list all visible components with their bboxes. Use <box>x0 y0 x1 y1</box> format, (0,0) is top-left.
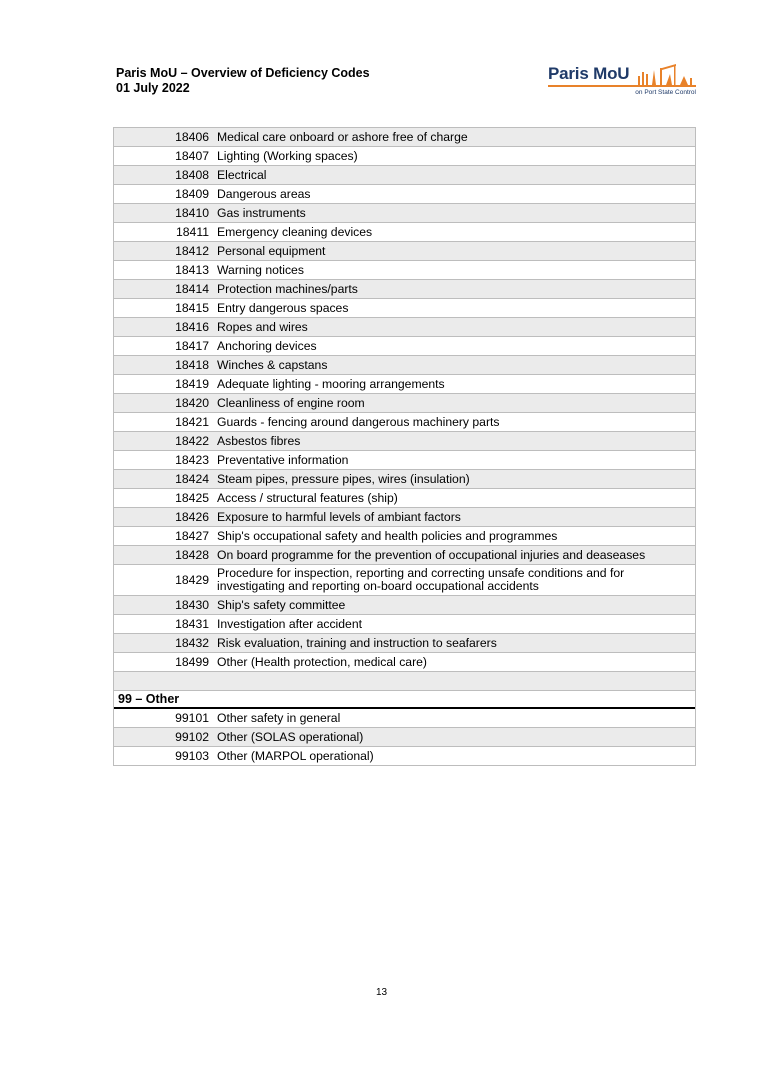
code-cell: 18413 <box>175 262 209 277</box>
description-cell: Ship's occupational safety and health policies and programmes <box>217 528 558 543</box>
code-cell: 18417 <box>175 338 209 353</box>
document-header <box>116 66 370 96</box>
code-cell: 18429 <box>175 572 209 587</box>
table-row <box>114 508 695 527</box>
description-cell: Steam pipes, pressure pipes, wires (insulation) <box>217 471 470 486</box>
table-row <box>114 432 695 451</box>
description-cell: Winches & capstans <box>217 357 328 372</box>
code-cell: 18430 <box>175 597 209 612</box>
code-cell: 18407 <box>175 148 209 163</box>
code-cell: 18406 <box>175 129 209 144</box>
code-cell: 18412 <box>175 243 209 258</box>
table-row <box>114 546 695 565</box>
code-cell: 18411 <box>176 224 209 239</box>
code-cell: 18416 <box>175 319 209 334</box>
empty-row <box>114 672 695 691</box>
code-cell: 18424 <box>175 471 209 486</box>
description-cell: Ropes and wires <box>217 319 308 334</box>
code-cell: 99102 <box>175 729 209 744</box>
description-cell: Gas instruments <box>217 205 306 220</box>
description-cell: Adequate lighting - mooring arrangements <box>217 376 445 391</box>
code-cell: 18427 <box>175 528 209 543</box>
table-row <box>114 709 695 728</box>
description-cell: Personal equipment <box>217 243 326 258</box>
description-cell: Asbestos fibres <box>217 433 301 448</box>
description-cell: Warning notices <box>217 262 304 277</box>
table-row <box>114 280 695 299</box>
code-cell: 18423 <box>175 452 209 467</box>
table-row <box>114 634 695 653</box>
code-cell: 18409 <box>175 186 209 201</box>
description-cell: Investigation after accident <box>217 616 362 631</box>
table-row <box>114 451 695 470</box>
description-cell: Emergency cleaning devices <box>217 224 373 239</box>
table-row <box>114 470 695 489</box>
deficiency-codes-table <box>113 127 696 766</box>
description-cell: Ship's safety committee <box>217 597 346 612</box>
code-cell: 18422 <box>175 433 209 448</box>
table-row <box>114 527 695 546</box>
table-row <box>114 204 695 223</box>
code-cell: 18431 <box>175 616 209 631</box>
description-cell: Dangerous areas <box>217 186 311 201</box>
description-cell: Preventative information <box>217 452 349 467</box>
table-row <box>114 728 695 747</box>
document-date: 01 July 2022 <box>116 81 190 95</box>
description-cell: Other safety in general <box>217 710 341 725</box>
page-number: 13 <box>375 987 388 998</box>
description-cell: On board programme for the prevention of occupational injuries and deaseases <box>217 547 646 562</box>
code-cell: 18421 <box>175 414 209 429</box>
table-row <box>114 166 695 185</box>
description-cell: Anchoring devices <box>217 338 317 353</box>
code-cell: 18408 <box>175 167 209 182</box>
code-cell: 18410 <box>175 205 209 220</box>
ships-cranes-icon <box>636 62 698 86</box>
code-cell: 99101 <box>175 710 209 725</box>
description-cell: Risk evaluation, training and instruction to seafarers <box>217 635 497 650</box>
logo-text: Paris MoU <box>548 64 630 83</box>
code-cell: 18499 <box>175 654 209 669</box>
description-cell: Procedure for inspection, reporting and correcting unsafe conditions and for investigating and reporting on-board occupational accidents <box>217 566 625 593</box>
code-cell: 18428 <box>175 547 209 562</box>
description-cell: Medical care onboard or ashore free of charge <box>217 129 468 144</box>
table-row <box>114 147 695 166</box>
code-cell: 18420 <box>175 395 209 410</box>
description-cell: Lighting (Working spaces) <box>217 148 358 163</box>
logo-underline <box>548 85 696 87</box>
paris-mou-logo <box>548 62 698 102</box>
description-cell: Access / structural features (ship) <box>217 490 398 505</box>
table-row <box>114 375 695 394</box>
code-cell: 18414 <box>175 281 209 296</box>
description-cell: Exposure to harmful levels of ambiant factors <box>217 509 461 524</box>
table-row <box>114 185 695 204</box>
table-row <box>114 615 695 634</box>
code-cell: 18419 <box>175 376 209 391</box>
table-row <box>114 565 695 596</box>
table-row <box>114 223 695 242</box>
description-cell: Other (Health protection, medical care) <box>217 654 427 669</box>
table-row <box>114 489 695 508</box>
code-cell: 18425 <box>175 490 209 505</box>
table-row <box>114 128 695 147</box>
description-cell: Electrical <box>217 167 267 182</box>
table-row <box>114 356 695 375</box>
code-cell: 18415 <box>175 300 209 315</box>
table-row <box>114 299 695 318</box>
description-cell: Entry dangerous spaces <box>217 300 349 315</box>
code-cell: 18432 <box>175 635 209 650</box>
table-row <box>114 596 695 615</box>
description-cell: Other (SOLAS operational) <box>217 729 364 744</box>
document-title: Paris MoU – Overview of Deficiency Codes <box>116 66 370 80</box>
table-row <box>114 242 695 261</box>
table-row <box>114 337 695 356</box>
table-row <box>114 261 695 280</box>
code-cell: 18426 <box>175 509 209 524</box>
section-heading: 99 – Other <box>114 691 695 709</box>
table-row <box>114 394 695 413</box>
table-row <box>114 747 695 766</box>
table-row <box>114 653 695 672</box>
description-cell: Protection machines/parts <box>217 281 358 296</box>
table-row <box>114 318 695 337</box>
description-cell: Other (MARPOL operational) <box>217 748 374 763</box>
logo-subtitle: on Port State Control <box>635 89 696 96</box>
description-cell: Cleanliness of engine room <box>217 395 365 410</box>
description-cell: Guards - fencing around dangerous machinery parts <box>217 414 500 429</box>
code-cell: 99103 <box>175 748 209 763</box>
table-row <box>114 413 695 432</box>
code-cell: 18418 <box>175 357 209 372</box>
